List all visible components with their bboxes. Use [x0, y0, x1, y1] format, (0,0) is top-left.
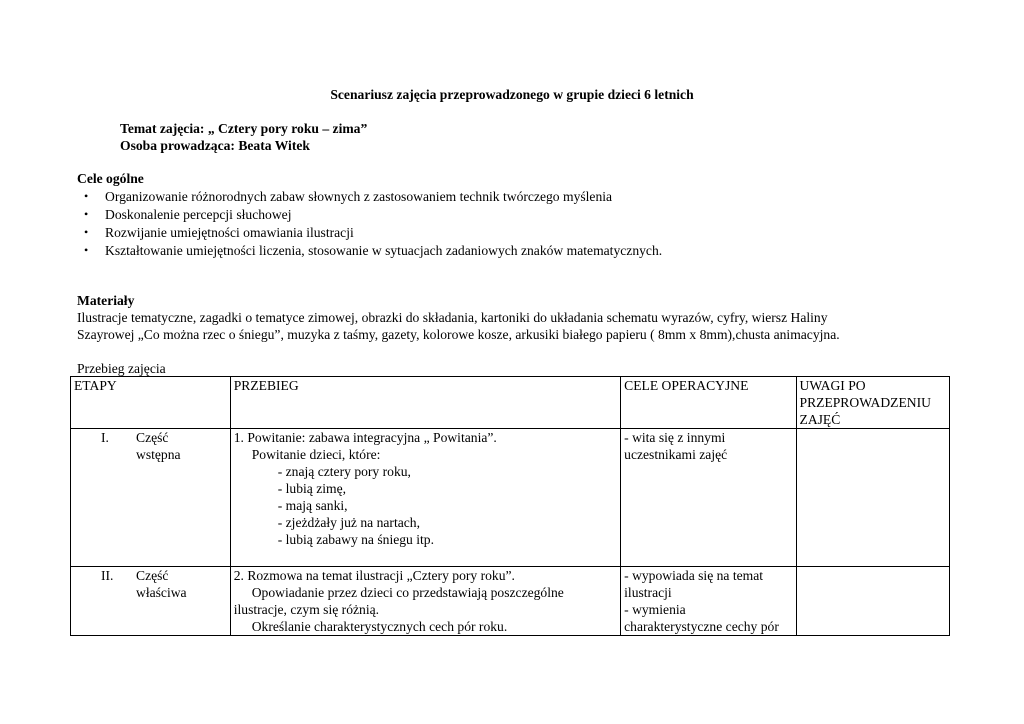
teacher-line: Osoba prowadząca: Beata Witek [120, 138, 310, 153]
goals-cell: - wypowiada się na temat ilustracji - wymienia charakterystyczne cechy pór [621, 567, 796, 636]
materials-line: Szayrowej „Co można rzec o śniegu”, muzyka z taśmy, gazety, kolorowe kosze, arkusiki białego papieru ( 8mm x 8mm),chusta animacyjna. [77, 327, 840, 342]
goals-list [77, 188, 662, 260]
header-goals: CELE OPERACYJNE [621, 377, 796, 429]
header-stages: ETAPY [71, 377, 231, 429]
materials-text [77, 309, 937, 343]
header-notes: UWAGI PO PRZEPROWADZENIU ZAJĘĆ [796, 377, 949, 429]
stage-cell [71, 429, 231, 567]
header-process: PRZEBIEG [230, 377, 620, 429]
goal-item: • Kształtowanie umiejętności liczenia, stosowanie w sytuacjach zadaniowych znaków matematycznych. [84, 243, 663, 258]
stage-name: Część właściwa [136, 568, 187, 600]
topic-line: Temat zajęcia: „ Cztery pory roku – zima” [120, 121, 368, 136]
process-cell: 2. Rozmowa na temat ilustracji „Cztery pory roku”. Opowiadanie przez dzieci co przedstawiają poszczególne ilustracje, czym się różnią. Określanie charakterystycznych cech pór roku. [230, 567, 620, 636]
goal-item: • Organizowanie różnorodnych zabaw słownych z zastosowaniem technik twórczego myślenia [84, 189, 613, 204]
topic-block [120, 120, 367, 154]
course-label: Przebieg zajęcia [77, 361, 166, 376]
notes-cell [796, 567, 949, 636]
goals-cell: - wita się z innymi uczestnikami zajęć [621, 429, 796, 567]
goals-heading: Cele ogólne [77, 171, 144, 186]
bullet-icon: • [84, 207, 89, 221]
goal-item: • Rozwijanie umiejętności omawiania ilustracji [84, 225, 354, 240]
lesson-plan-table [70, 376, 950, 636]
document-title: Scenariusz zajęcia przeprowadzonego w grupie dzieci 6 letnich [330, 87, 694, 102]
process-cell: 1. Powitanie: zabawa integracyjna „ Powitania”. Powitanie dzieci, które: - znają cztery pory roku, - lubią zimę, - mają sanki, - zjeżdżały już na nartach, - lubią zabawy na śniegu itp. [230, 429, 620, 567]
bullet-icon: • [84, 225, 89, 239]
bullet-icon: • [84, 189, 89, 203]
stage-name: Część wstępna [136, 430, 181, 462]
table-row [71, 429, 950, 567]
stage-number: I. [101, 430, 109, 445]
bullet-icon: • [84, 243, 89, 257]
table-header-row [71, 377, 950, 429]
materials-line: Ilustracje tematyczne, zagadki o tematyce zimowej, obrazki do składania, kartoniki do układania schematu wyrazów, cyfry, wiersz Haliny [77, 310, 828, 325]
goal-item: • Doskonalenie percepcji słuchowej [84, 207, 292, 222]
stage-cell [71, 567, 231, 636]
table-row [71, 567, 950, 636]
notes-cell [796, 429, 949, 567]
stage-number: II. [101, 568, 114, 583]
materials-heading: Materiały [77, 293, 135, 308]
